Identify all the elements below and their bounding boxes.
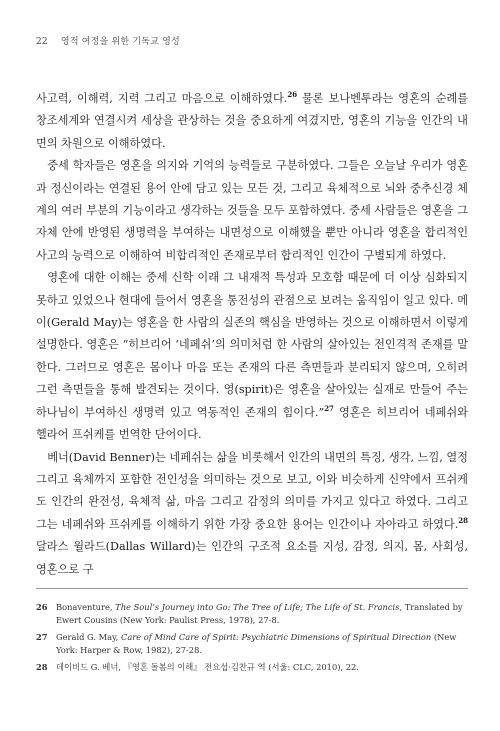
footnote-26 (36, 601, 468, 628)
paragraph-3-text-a: 영혼에 대한 이해는 중세 신학 이래 그 내재적 특성과 모호함 때문에 더 이상 심화되지 못하고 있었으나 현대에 들어서 영혼을 통전성의 관점으로 보려는 움직임이 일고 있다. 메이(Gerald May)는 영혼을 한 사람의 실존의 핵심을 반영하는 것으로 이해하면서 이렇게 설명한다. 영혼은 “히브리어 ‘네페쉬’의 의미처럼 한 사람의 살아있는 전인격적 존재를 말한다. 그러므로 영혼은 몸이나 마음 또는 존재의 다른 측면들과 분리되지 않으며, 오히려 그런 측면들을 통해 발견되는 것이다. 영(spirit)은 영혼을 살아있는 실재로 만들어 주는 하나님이 부여하신 생명력 있고 역동적인 존재의 힘이다.” (36, 271, 468, 419)
paragraph-4-text-a: 베너(David Benner)는 네페쉬는 삶을 비롯해서 인간의 내면의 특징, 생각, 느낌, 열정 그리고 육체까지 포함한 전인성을 의미하는 것으로 보고, 이와 비슷하게 신약에서 프쉬케도 인간의 완전성, 육체적 삶, 마음 그리고 감정의 의미를 가지고 있다고 하였다. 그리고 그는 네페쉬와 프쉬케를 이해하기 위한 가장 중요한 용어는 인간이나 자아라고 하였다. (36, 450, 468, 531)
footnote-text-pre: Bonaventure, (56, 602, 116, 612)
running-head (36, 34, 180, 47)
footnote-number: 28 (36, 661, 48, 672)
footnote-number: 27 (36, 631, 48, 642)
footnote-divider (36, 588, 468, 589)
footnote-27 (36, 631, 468, 658)
footnote-28 (36, 661, 468, 674)
footnote-text-post: , Translated by Ewert Cousins (New York: Paulist Press, 1978), 27-8. (56, 602, 463, 626)
book-title: 영적 여정을 위한 기독교 영성 (60, 37, 180, 47)
footnote-title: Care of Mind Care of Spirit: Psychiatric Dimensions of Spiritual Direction (120, 631, 432, 642)
paragraph-3 (36, 267, 468, 446)
body-text (36, 88, 468, 581)
footnote-ref-28[interactable]: 28 (458, 515, 468, 525)
footnote-title: The Soul’s Journey into Go: The Tree of Life; The Life of St. Francis (115, 602, 400, 612)
paragraph-4 (36, 447, 468, 581)
paragraph-1-text-b: 물론 보나벤투라는 영혼의 순례를 창조세계와 연결시켜 세상을 관상하는 것을 중요하게 여겼지만, 영혼의 기능을 인간의 내면의 차원으로 이해하였다. (36, 92, 469, 150)
paragraph-1-text-a: 사고력, 이해력, 지력 그리고 마음으로 이해하였다. (36, 92, 288, 105)
footnote-text (56, 601, 468, 628)
page-number: 22 (36, 37, 48, 47)
footnote-ref-27[interactable]: 27 (324, 403, 334, 413)
footnote-ref-26[interactable]: 26 (287, 90, 298, 99)
footnotes (36, 601, 468, 677)
paragraph-3-text-b: 영혼은 히브리어 네페쉬와 헬라어 프쉬케를 번역한 단어이다. (36, 405, 468, 442)
footnote-text-post: (New York: Harper & Row, 1982), 27-28. (56, 631, 457, 656)
footnote-number: 26 (36, 602, 48, 612)
footnote-text (56, 631, 468, 658)
footnote-text-pre: 데이비드 G. 베너, 『영혼 돌봄의 이해』 전요섭·김찬규 역 (서울: CLC, 2010), 22. (56, 661, 359, 672)
paragraph-2: 중세 학자들은 영혼을 의지와 기억의 능력들로 구분하였다. 그들은 오늘날 우리가 영혼과 정신이라는 연결된 용어 안에 담고 있는 모든 것, 그리고 육체적으로 뇌와 중추신경 체계의 여러 부분의 기능이라고 생각하는 것들을 모두 포함하였다. 중세 사람들은 영혼을 그 자체 안에 반영된 생명력을 부여하는 내면성으로 이해했을 뿐만 아니라 영혼을 합리적인 사고의 능력으로 이해하여 비합리적인 존재로부터 합리적인 인간이 구별되게 하였다. (36, 159, 468, 262)
footnote-text-pre: Gerald G. May, (56, 631, 121, 642)
footnote-text (56, 661, 468, 674)
paragraph-1 (36, 88, 468, 155)
paragraph-4-text-b: 달라스 윌라드(Dallas Willard)는 인간의 구조적 요소를 지성, 감정, 의지, 몸, 사회성, 영혼으로 구 (36, 540, 468, 576)
